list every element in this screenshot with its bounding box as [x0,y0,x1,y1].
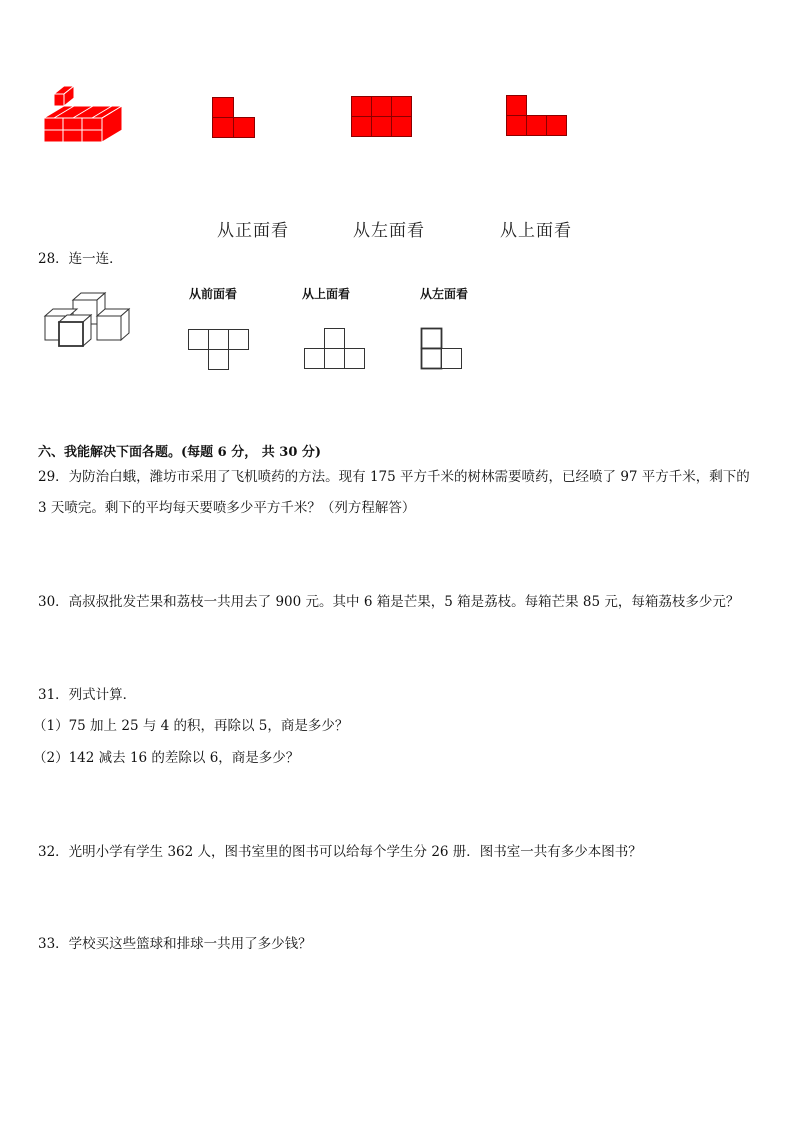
red-cube-figure [44,86,126,146]
view-label-left: 从左面看 [353,221,425,241]
section6-title: 六、我能解决下面各题。(每题 6 分， 共 30 分) [38,445,322,460]
q33-text: 33．学校买这些篮球和排球一共用了多少钱？ [38,936,312,952]
q31-title: 31．列式计算． [38,687,137,703]
view-left-shape [421,328,463,370]
q32-text: 32．光明小学有学生 362 人，图书室里的图书可以给每个学生分 26 册．图书室一共有多少本图书？ [38,844,642,860]
q30-text: 30．高叔叔批发芒果和荔枝一共用去了 900 元。其中 6 箱是芒果，5 箱是荔枝。每箱芒果 85 元，每箱荔枝多少元？ [38,594,740,610]
view-label-top: 从上面看 [500,221,572,241]
red-view-grid [351,96,413,138]
view-t-shape [188,329,250,371]
outline-cube-figure [43,286,131,350]
q29-line2: 3 天喷完。剩下的平均每天要喷多少平方千米？（列方程解答） [38,500,416,516]
red-view-long-l [506,95,568,137]
q31-sub2: （2）142 减去 16 的差除以 6，商是多少？ [33,750,300,766]
red-view-l-shape [212,97,256,139]
q28-label-front: 从前面看 [189,287,238,301]
q28-label-left: 从左面看 [420,287,469,301]
q29-line1: 29．为防治白蛾，潍坊市采用了飞机喷药的方法。现有 175 平方千米的树林需要喷药，已经喷了 97 平方千米，剩下的 [38,469,750,485]
q31-sub1: （1）75 加上 25 与 4 的积，再除以 5，商是多少？ [33,718,349,734]
view-label-front: 从正面看 [217,221,289,241]
q28-title: 28．连一连． [38,251,123,267]
view-inverted-t-shape [304,328,366,370]
q28-label-top: 从上面看 [302,287,351,301]
